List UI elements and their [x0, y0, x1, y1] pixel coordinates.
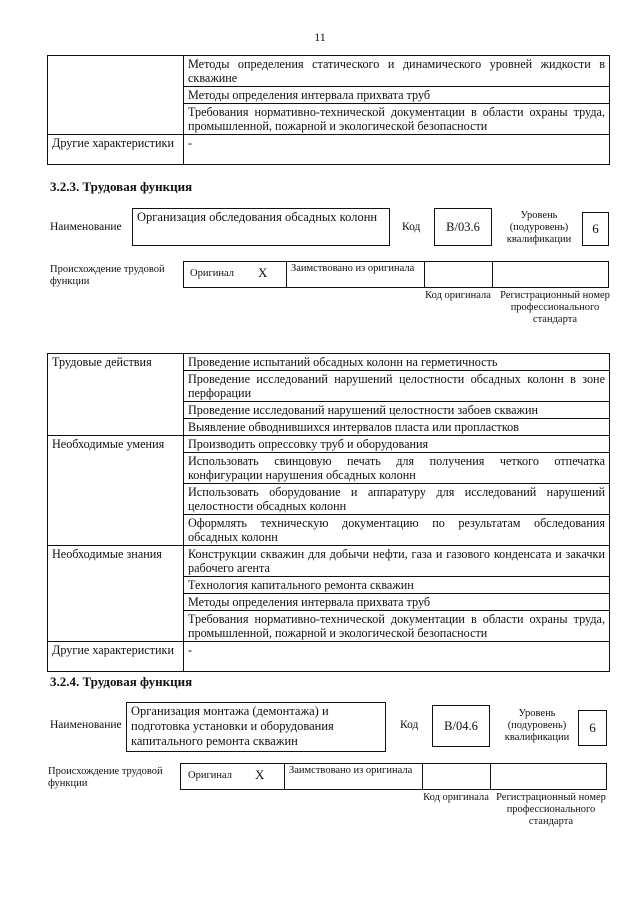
table-label-cell: Необходимые умения	[48, 436, 184, 546]
level-box: 6	[582, 212, 609, 246]
table-cell: Требования нормативно-технической документации в области охраны труда, промышленной, пожарной и экологической безопасности	[184, 104, 610, 135]
divider	[492, 261, 493, 288]
table-cell: -	[184, 135, 610, 165]
table-cell: Проведение испытаний обсадных колонн на герметичность	[184, 354, 610, 371]
original-mark: X	[258, 265, 268, 280]
level-label: Уровень (подуровень) квалификации	[504, 708, 570, 743]
reg-number-label: Регистрационный номер профессионального стандарта	[496, 792, 606, 827]
code-box: B/04.6	[432, 705, 490, 747]
table-cell: Производить опрессовку труб и оборудования	[184, 436, 610, 453]
table-cell: Проведение исследований нарушений целостности забоев скважин	[184, 402, 610, 419]
original-mark: X	[255, 767, 265, 782]
table-label-cell: Трудовые действия	[48, 354, 184, 436]
code-original-label: Код оригинала	[423, 792, 489, 803]
section-heading: 3.2.3. Трудовая функция	[50, 179, 193, 194]
divider	[284, 763, 285, 790]
level-label: Уровень (подуровень) квалификации	[506, 210, 572, 245]
table-cell: Методы определения интервала прихвата труб	[184, 594, 610, 611]
table-label-cell: Необходимые знания	[48, 546, 184, 642]
top-table	[47, 55, 610, 165]
origin-label: Происхождение трудовой функции	[50, 264, 165, 287]
divider	[490, 763, 491, 790]
table-cell: Конструкции скважин для добычи нефти, газа и газового конденсата и закачки рабочего агента	[184, 546, 610, 577]
borrowed-label: Заимствовано из оригинала	[289, 765, 413, 776]
function-table	[47, 353, 610, 672]
table-cell: Методы определения статического и динамического уровней жидкости в скважине	[184, 56, 610, 87]
table-label-cell: Другие характеристики	[48, 642, 184, 672]
original-label: Оригинал	[190, 268, 234, 279]
code-box: B/03.6	[434, 208, 492, 246]
function-name-box: Организация монтажа (демонтажа) и подготовка установки и оборудования капитального ремонта скважин	[126, 702, 386, 752]
section-heading: 3.2.4. Трудовая функция	[50, 674, 193, 689]
table-cell: Выявление обводнившихся интервалов пласта или пропластков	[184, 419, 610, 436]
table-cell: Оформлять техническую документацию по результатам обследования обсадных колонн	[184, 515, 610, 546]
table-cell: Проведение исследований нарушений целостности обсадных колонн в зоне перфорации	[184, 371, 610, 402]
table-label-cell	[48, 56, 184, 135]
table-cell: Методы определения интервала прихвата труб	[184, 87, 610, 104]
name-label: Наименование	[50, 221, 122, 233]
code-label: Код	[402, 221, 421, 233]
table-cell: Использовать оборудование и аппаратуру для исследований нарушений целостности обсадных колонн	[184, 484, 610, 515]
table-cell: -	[184, 642, 610, 672]
divider	[424, 261, 425, 288]
table-cell: Технология капитального ремонта скважин	[184, 577, 610, 594]
table-cell: Требования нормативно-технической документации в области охраны труда, промышленной, пожарной и экологической безопасности	[184, 611, 610, 642]
name-label: Наименование	[50, 719, 122, 731]
divider	[422, 763, 423, 790]
table-label-cell: Другие характеристики	[48, 135, 184, 165]
divider	[286, 261, 287, 288]
page-number: 11	[314, 30, 326, 44]
origin-label: Происхождение трудовой функции	[48, 766, 163, 789]
code-label: Код	[400, 719, 419, 731]
level-box: 6	[578, 710, 607, 746]
borrowed-label: Заимствовано из оригинала	[291, 263, 415, 274]
original-label: Оригинал	[188, 770, 232, 781]
code-original-label: Код оригинала	[425, 290, 491, 301]
reg-number-label: Регистрационный номер профессионального стандарта	[500, 290, 610, 325]
table-cell: Использовать свинцовую печать для получения четкого отпечатка конфигурации нарушения обсадных колонн	[184, 453, 610, 484]
function-name-box: Организация обследования обсадных колонн	[132, 208, 390, 246]
